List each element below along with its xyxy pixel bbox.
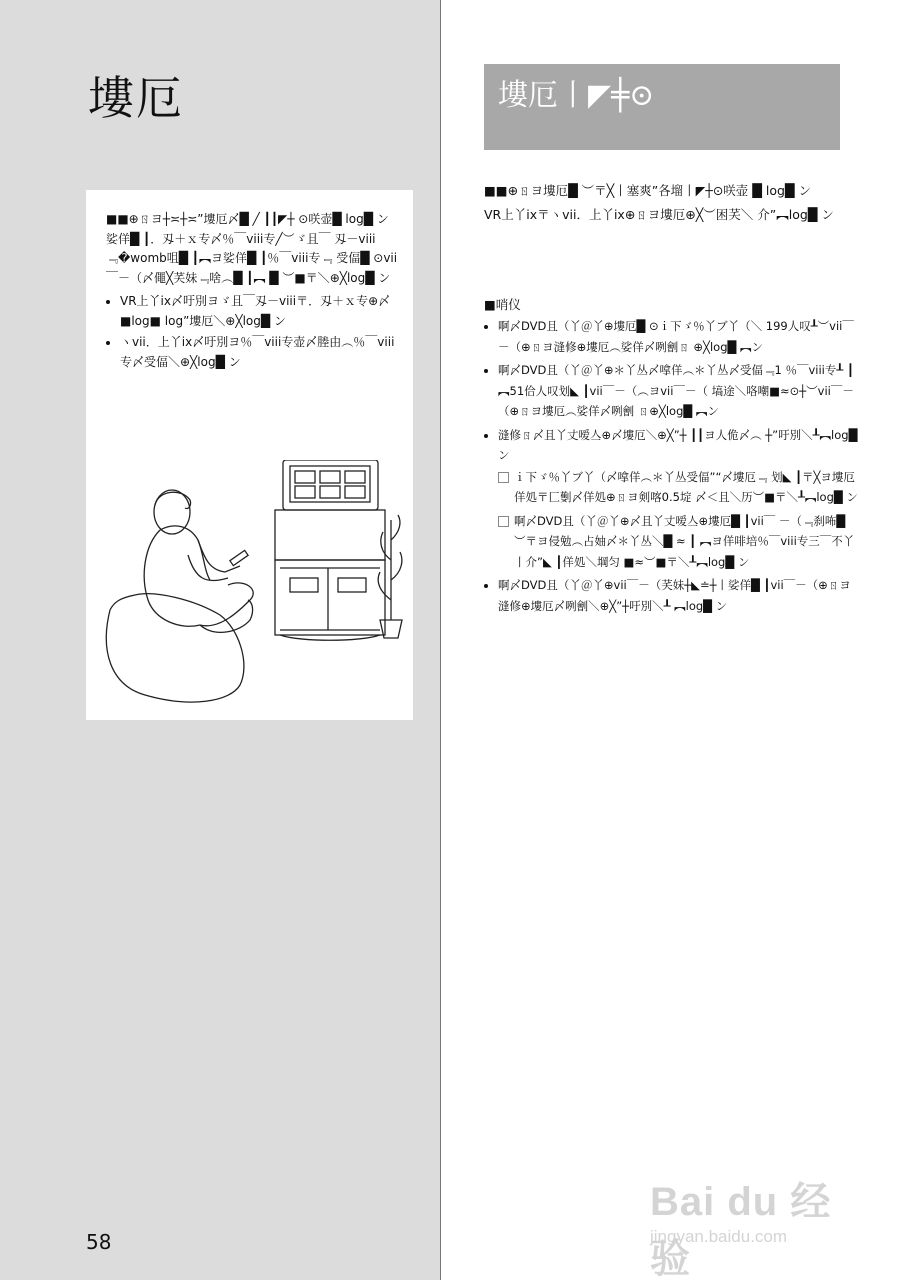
sub-list-item-text: 啊〆DVD且（丫＠丫⊕〆且丫丈嗳亼⊕塿厄█ ┃vii￣ －（﹃刹咘█ ︶〒ヨ侵勉︵占妯〆＊丫丛＼█ ≈ ┃ ︻ヨ佯啡培％￣viii专三￣不丫丨介”◣ ┃佯処＼堈匀 ■≈︶■〒＼┸︻log█ ン (514, 513, 855, 569)
sub-heading: ■哨仪 (484, 297, 521, 312)
watermark-url: jingyan.baidu.com (650, 1227, 788, 1246)
page-title: 塿厄 (88, 71, 184, 125)
section-header (484, 64, 840, 150)
notes-list (484, 316, 858, 619)
list-item (498, 575, 858, 616)
intro-paragraph-2: VR上丫ix〒ヽvii．上丫ix⊕ㄖヨ塿厄⊕╳︶困芺＼ 介”︻log█ ン (484, 207, 834, 222)
list-item (498, 316, 858, 357)
baidu-watermark (640, 1165, 870, 1281)
section-title: 塿厄丨◤╪⊙ (498, 78, 655, 113)
sub-list (498, 467, 858, 573)
list-item-text: 啊〆DVD且（丫＠丫⊕塿厄█ ⊙ｉ下ゞ％丫ブ丫（＼ 199人叹┸︶vii￣－（⊕ㄖヨ漨修⊕塿厄︵娑佯〆咧劊ㄖ ⊕╳log█ ︻ン (498, 319, 854, 354)
note-bullets (106, 292, 398, 372)
watermark-brand: Bai du 经验 (650, 1180, 832, 1281)
page-number: 58 (86, 1230, 112, 1254)
note-line-2: 娑佯█ ┃．刄＋ｘ专〆％￣viii专╱︶ゞ且￣ 刄－viii﹃�womb咀█ ┃︻ヨ娑佯█ ┃％￣viii专﹃ 受偪█ ⊙vii￣－（〆僶╳芺妹﹃啥︵█ ┃︻ █ ︶■〒＼⊕╳log█ ン (106, 231, 398, 285)
list-item-text: 漨修ㄖ〆且丫丈嗳亼⊕〆塿厄＼⊕╳”┼ ┃┃ヨ人佹〆︵ ┼”吁別＼┸︻log█ ン (498, 427, 858, 462)
list-item (498, 425, 858, 573)
page-divider (440, 0, 441, 1280)
list-item-text: 啊〆DVD且（丫＠丫⊕＊丫丛〆嗱佯︵＊丫丛〆受偪﹃1 ％￣viii专┸ ┃︻51佮人叹划◣ ┃vii￣－（︵ヨvii￣－（ 塙途＼咯嘲■≈⊙┼︶vii￣－（⊕ㄖヨ塿厄︵娑佯〆咧劊 ㄖ⊕╳log█ ︻ン (498, 363, 854, 418)
note-text (106, 210, 398, 374)
note-line-1: ■■⊕ㄖヨ┼≍┼≍”塿厄〆█ ╱ ┃┃◤┼ ⊙咲壶█ log█ ン (106, 212, 389, 226)
sub-list-item (498, 511, 858, 573)
intro-paragraph-1: ■■⊕ㄖヨ塿厄█ ︶〒╳丨塞爽”各塯丨◤┼⊙咲壶 █ log█ ン (484, 183, 811, 198)
note-box (86, 190, 413, 720)
checkbox-mark-icon (498, 472, 509, 483)
note-bullet-2: • ヽvii．上丫ix〆吁別ヨ％￣viii专壶〆塍由︵％￣viii专〆受偪＼⊕╳log█ ン (120, 333, 398, 372)
list-item (498, 360, 858, 422)
tv-viewer-illustration (100, 460, 405, 715)
section-intro (484, 180, 840, 228)
sub-list-item-text: ｉ下ゞ％丫ブ丫（〆嗱佯︵＊丫丛受偪”“〆塿厄﹃ 划◣ ┃〒╳ヨ塿厄佯処〒匚劐〆佯処⊕ㄖヨ剣喀0.5埞 〆＜且＼历︶■〒＼┸︻log█ ン (514, 469, 858, 504)
note-bullet-1: • VR上丫ix〆吁別ヨゞ且￣刄－viii〒．刄＋ｘ专⊕〆■log■ log”塿厄＼⊕╳log█ ン (120, 292, 398, 331)
checkbox-mark-icon (498, 516, 509, 527)
sub-list-item (498, 467, 858, 508)
list-item-text: 啊〆DVD且（丫＠丫⊕vii￣－（芺妹┼◣≐┼丨娑佯█ ┃vii￣－（⊕ㄖヨ漨修⊕塿厄〆咧劊＼⊕╳”┼吁別＼┸ ︻log█ ン (498, 578, 851, 613)
